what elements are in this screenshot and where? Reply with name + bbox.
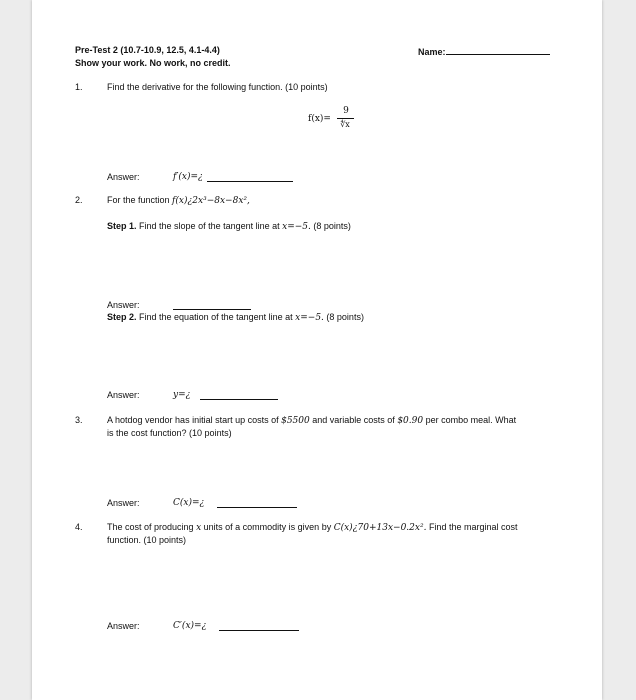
question-3-text-c: per combo meal. What (423, 415, 517, 425)
step-2-point: x=−5. (295, 313, 324, 323)
question-1-number: 1. (75, 82, 83, 92)
question-4-answer-label: Answer: (107, 621, 140, 631)
question-3-answer-expr: C(x)=¿ (173, 498, 205, 508)
name-field[interactable] (418, 45, 550, 58)
question-1-formula-denominator: ∜x (340, 120, 350, 129)
question-3-text-b: and variable costs of (309, 415, 398, 425)
step-2-points: (8 points) (326, 312, 364, 322)
step-1-text: Find the slope of the tangent line at (139, 221, 283, 231)
question-1-formula-numerator: 9 (343, 106, 349, 116)
step-1-answer-label: Answer: (107, 300, 140, 310)
question-1-formula-lhs: f(x)= (308, 114, 331, 124)
step-2-text: Find the equation of the tangent line at (139, 312, 296, 322)
question-1-answer-expr: f′(x)=¿ (173, 172, 203, 182)
fraction-bar (337, 118, 354, 119)
step-2-label: Step 2. (107, 312, 137, 322)
question-4-answer-blank[interactable] (219, 621, 299, 634)
question-3-text-a: A hotdog vendor has initial start up costs of (107, 415, 282, 425)
question-4-number: 4. (75, 522, 83, 532)
test-title: Pre-Test 2 (10.7-10.9, 12.5, 4.1-4.4) (75, 45, 220, 55)
step-1-point: x=−5. (282, 222, 311, 232)
question-4-text-b: units of a commodity is given by (201, 522, 334, 532)
question-4-text-a: The cost of producing (107, 522, 197, 532)
step-2-answer-label: Answer: (107, 390, 140, 400)
variable-cost: $0.90 (397, 416, 424, 426)
step-2-answer-blank[interactable] (200, 390, 278, 403)
question-3-text (107, 415, 516, 427)
question-3-answer-blank[interactable] (217, 498, 297, 511)
step-1-points: (8 points) (313, 221, 351, 231)
name-blank[interactable] (446, 45, 550, 55)
question-2-number: 2. (75, 195, 83, 205)
question-4-text-line2: function. (10 points) (107, 535, 187, 545)
question-1-text: Find the derivative for the following function. (10 points) (107, 82, 328, 92)
question-3-answer-label: Answer: (107, 498, 140, 508)
question-4-text (107, 522, 517, 534)
step-2-answer-expr: y=¿ (173, 390, 191, 400)
question-2-prefix: For the function (107, 195, 173, 205)
variable-x: x (196, 523, 202, 533)
question-1-answer-blank[interactable] (207, 172, 293, 185)
step-1 (107, 221, 351, 233)
question-3-text-line2: is the cost function? (10 points) (107, 428, 232, 438)
question-4-text-c: Find the marginal cost (426, 522, 518, 532)
name-label: Name: (418, 47, 446, 57)
question-2-text (107, 195, 250, 207)
test-instructions: Show your work. No work, no credit. (75, 58, 231, 68)
cost-function: C(x)¿70+13x−0.2x². (333, 523, 427, 533)
question-2-function: f(x)¿2x³−8x−8x², (172, 196, 250, 206)
step-1-label: Step 1. (107, 221, 137, 231)
question-1-answer-label: Answer: (107, 172, 140, 182)
question-3-number: 3. (75, 415, 83, 425)
fixed-cost: $5500 (281, 416, 310, 426)
worksheet-page (32, 0, 602, 700)
question-4-answer-expr: C′(x)=¿ (173, 621, 207, 631)
step-2 (107, 312, 364, 324)
